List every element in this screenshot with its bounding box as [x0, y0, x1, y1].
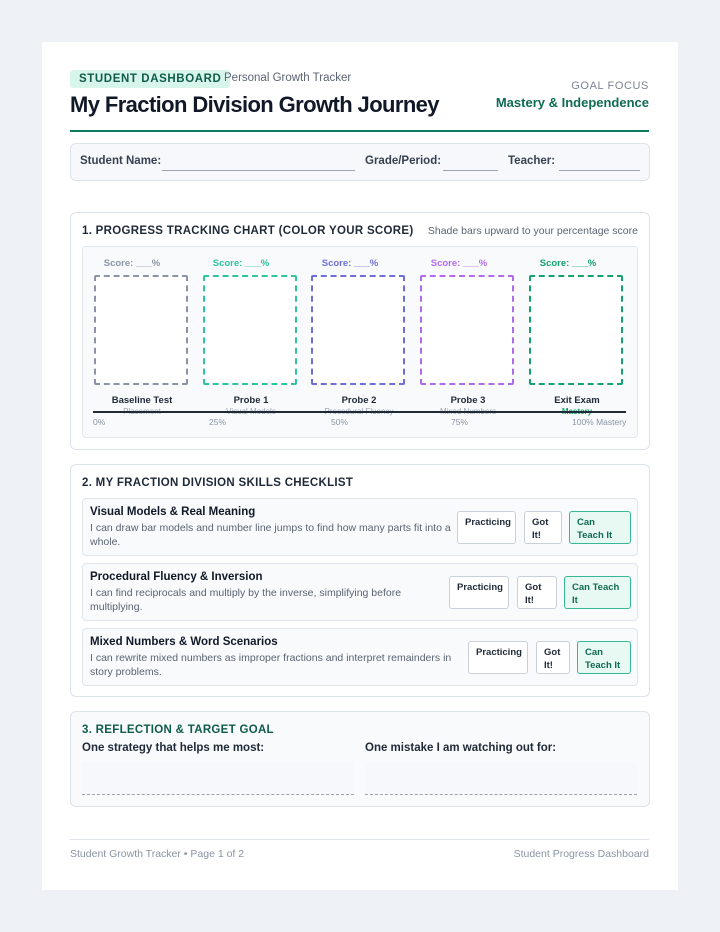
- bar-name: Probe 1: [233, 395, 269, 406]
- grade-field[interactable]: [443, 170, 498, 171]
- student-name-field[interactable]: [162, 170, 355, 171]
- checklist-section: [70, 464, 650, 697]
- bar-name: Probe 3: [450, 395, 486, 406]
- progress-section: [70, 212, 650, 450]
- grade-label: Grade/Period:: [365, 155, 442, 167]
- strategy-answer-field[interactable]: [82, 762, 354, 795]
- axis-tick: 25%: [209, 417, 227, 427]
- score-bar-baseline[interactable]: [94, 275, 188, 385]
- progress-axis: [93, 411, 626, 413]
- axis-tick: 75%: [451, 417, 469, 427]
- student-info-box: [70, 143, 650, 181]
- got-it-option[interactable]: Got It!: [524, 511, 562, 544]
- checklist-section-title: 2. MY FRACTION DIVISION SKILLS CHECKLIST: [82, 477, 354, 489]
- worksheet-page: [42, 42, 678, 890]
- dashboard-badge: STUDENT DASHBOARD: [70, 70, 230, 88]
- progress-section-note: Shade bars upward to your percentage score: [427, 225, 638, 237]
- skill-row: [82, 628, 638, 686]
- skill-description: I can rewrite mixed numbers as improper fractions and interpret remainders in story problems.: [90, 652, 452, 678]
- skill-row: [82, 498, 638, 556]
- axis-tick: 50%: [331, 417, 349, 427]
- skill-description: I can draw bar models and number line jumps to find how many parts fit into a whole.: [90, 522, 451, 548]
- got-it-option[interactable]: Got It!: [517, 576, 557, 609]
- progress-section-title: 1. PROGRESS TRACKING CHART (COLOR YOUR SCORE): [82, 225, 414, 237]
- can-teach-it-option[interactable]: Can Teach It: [577, 641, 631, 674]
- goal-focus-value: Mastery & Independence: [495, 95, 649, 110]
- mistake-answer-field[interactable]: [365, 762, 637, 795]
- skill-title: Visual Models & Real Meaning: [90, 506, 256, 518]
- page-title: My Fraction Division Growth Journey: [70, 92, 439, 117]
- footer-right: Student Progress Dashboard: [513, 848, 649, 860]
- score-label: Score: ___%: [212, 258, 270, 269]
- goal-focus-label: GOAL FOCUS: [571, 80, 649, 92]
- bar-name: Baseline Test: [111, 395, 173, 406]
- score-label: Score: ___%: [321, 258, 379, 269]
- strategy-label: One strategy that helps me most:: [82, 742, 265, 754]
- can-teach-it-option[interactable]: Can Teach It: [564, 576, 631, 609]
- axis-tick: 100% Mastery: [572, 417, 627, 427]
- bar-name: Exit Exam: [554, 395, 600, 406]
- practicing-option[interactable]: Practicing: [449, 576, 509, 609]
- score-label: Score: ___%: [539, 258, 597, 269]
- can-teach-it-option[interactable]: Can Teach It: [569, 511, 631, 544]
- score-label: Score: ___%: [430, 258, 488, 269]
- skill-row: [82, 563, 638, 621]
- skill-description: I can find reciprocals and multiply by the inverse, simplifying before multiplying.: [90, 587, 402, 613]
- skill-title: Mixed Numbers & Word Scenarios: [90, 636, 278, 648]
- title-divider: [70, 130, 649, 132]
- reflection-section-title: 3. REFLECTION & TARGET GOAL: [82, 724, 274, 736]
- teacher-label: Teacher:: [508, 155, 556, 167]
- mistake-label: One mistake I am watching out for:: [365, 742, 557, 754]
- teacher-field[interactable]: [559, 170, 640, 171]
- score-bar-probe-2[interactable]: [311, 275, 405, 385]
- badge-subtitle: Personal Growth Tracker: [224, 72, 352, 84]
- footer-left: Student Growth Tracker • Page 1 of 2: [70, 848, 245, 860]
- score-bar-probe-3[interactable]: [420, 275, 514, 385]
- axis-tick: 0%: [93, 417, 106, 427]
- skill-title: Procedural Fluency & Inversion: [90, 571, 263, 583]
- footer-divider: [70, 839, 649, 840]
- practicing-option[interactable]: Practicing: [468, 641, 528, 674]
- practicing-option[interactable]: Practicing: [457, 511, 516, 544]
- student-name-label: Student Name:: [80, 155, 162, 167]
- bar-name: Probe 2: [341, 395, 377, 406]
- score-bar-exit-exam[interactable]: [529, 275, 623, 385]
- score-label: Score: ___%: [103, 258, 161, 269]
- score-bar-probe-1[interactable]: [203, 275, 297, 385]
- reflection-section: [70, 711, 650, 807]
- progress-chart: [82, 246, 638, 438]
- got-it-option[interactable]: Got It!: [536, 641, 570, 674]
